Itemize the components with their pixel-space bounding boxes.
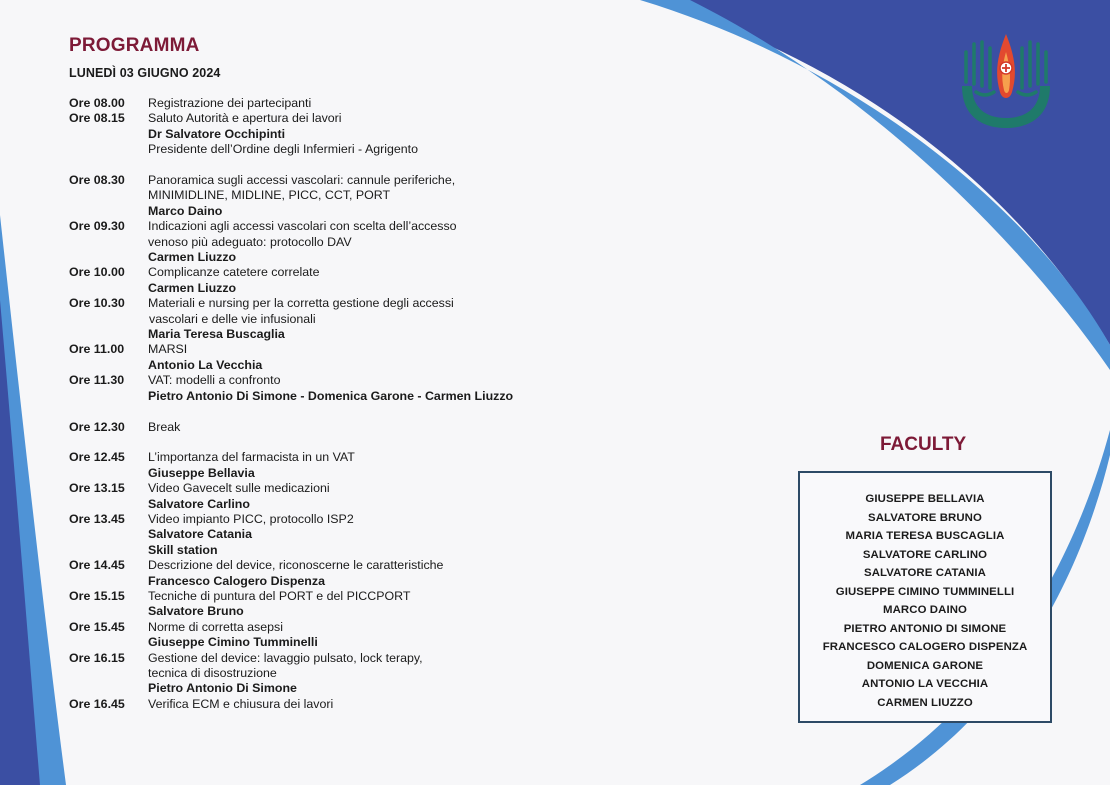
slot-body	[148, 481, 629, 512]
event-date: LUNEDÌ 03 GIUGNO 2024	[69, 66, 221, 80]
slot-time: Ore 08.30	[69, 173, 125, 188]
schedule-item	[69, 450, 629, 481]
faculty-box	[798, 471, 1052, 723]
faculty-member: MARCO DAINO	[883, 604, 967, 616]
slot-speaker: Marco Daino	[148, 203, 223, 218]
slot-description: Verifica ECM e chiusura dei lavori	[148, 696, 334, 711]
slot-time: Ore 08.15	[69, 111, 125, 126]
slot-speaker: Maria Teresa Buscaglia	[148, 327, 285, 342]
slot-body	[148, 620, 629, 651]
slot-description: Tecniche di puntura del PORT e del PICCPORT	[148, 588, 411, 603]
slot-speaker: Salvatore Bruno	[148, 604, 244, 619]
slot-time: Ore 14.45	[69, 558, 125, 573]
faculty-member: SALVATORE CARLINO	[862, 548, 988, 561]
slot-body	[148, 450, 629, 481]
slot-description: venoso più adeguato: protocollo DAV	[148, 234, 352, 249]
slot-speaker: Pietro Antonio Di Simone - Domenica Garone - Carmen Liuzzo	[148, 388, 514, 403]
slot-body	[148, 111, 629, 157]
slot-description: Descrizione del device, riconoscerne le caratteristiche	[148, 558, 444, 573]
schedule-item	[69, 219, 629, 265]
nursing-hands-flame-logo-icon	[954, 30, 1058, 130]
slot-speaker: Dr Salvatore Occhipinti	[148, 126, 286, 141]
schedule-item	[69, 420, 629, 435]
slot-time: Ore 10.00	[69, 265, 125, 280]
slot-description: Saluto Autorità e apertura dei lavori	[148, 111, 342, 126]
slot-description: Complicanze catetere correlate	[148, 265, 320, 280]
slot-speaker: Pietro Antonio Di Simone	[148, 681, 297, 696]
slot-time: Ore 13.15	[69, 481, 125, 496]
schedule-item	[69, 512, 629, 558]
slot-description: Registrazione dei partecipanti	[148, 96, 312, 110]
slot-time: Ore 10.30	[69, 296, 125, 311]
slot-description: Break	[148, 419, 181, 434]
slot-description: Gestione del device: lavaggio pulsato, lock terapy,	[148, 650, 423, 665]
slot-description: Norme di corretta asepsi	[148, 619, 283, 634]
slot-body	[148, 342, 629, 373]
slot-body	[148, 512, 629, 558]
schedule-item	[69, 481, 629, 512]
slot-time: Ore 11.00	[69, 342, 125, 357]
faculty-member: FRANCESCO CALOGERO DISPENZA	[822, 641, 1028, 653]
slot-body	[148, 173, 629, 219]
slot-speaker: Salvatore Carlino	[148, 496, 250, 511]
slot-time: Ore 11.30	[69, 373, 125, 388]
faculty-member: PIETRO ANTONIO DI SIMONE	[843, 622, 1007, 635]
slot-body	[148, 697, 629, 712]
slot-body	[148, 265, 629, 296]
faculty-list	[800, 473, 1050, 712]
slot-speaker: Giuseppe Cimino Tumminelli	[148, 635, 318, 650]
schedule-item	[69, 697, 629, 712]
schedule-item	[69, 173, 629, 219]
slot-body	[148, 651, 629, 697]
faculty-member: MARIA TERESA BUSCAGLIA	[845, 530, 1005, 542]
slot-speaker: Francesco Calogero Dispenza	[148, 573, 325, 588]
slot-body	[148, 420, 629, 435]
slot-speaker: Carmen Liuzzo	[148, 250, 237, 265]
schedule-item	[69, 342, 629, 373]
schedule-item	[69, 589, 629, 620]
slot-body	[148, 589, 629, 620]
slot-body	[148, 373, 629, 404]
slot-description: vascolari e delle vie infusionali	[149, 311, 316, 326]
schedule-item	[69, 651, 629, 697]
faculty-member: GIUSEPPE BELLAVIA	[865, 493, 985, 505]
schedule-item	[69, 558, 629, 589]
slot-description: Panoramica sugli accessi vascolari: cannule periferiche,	[148, 173, 456, 188]
page-title: PROGRAMMA	[69, 35, 200, 56]
faculty-title: FACULTY	[880, 434, 967, 455]
faculty-member: SALVATORE BRUNO	[868, 511, 982, 524]
slot-time: Ore 09.30	[69, 219, 125, 234]
slot-description: Video Gavecelt sulle medicazioni	[148, 481, 330, 496]
slot-body	[148, 558, 629, 589]
slot-time: Ore 15.45	[69, 619, 125, 634]
slot-description: L’importanza del farmacista in un VAT	[148, 450, 355, 465]
faculty-member: ANTONIO LA VECCHIA	[861, 678, 989, 690]
slot-speaker: Giuseppe Bellavia	[148, 465, 255, 480]
faculty-member: CARMEN LIUZZO	[877, 696, 973, 709]
slot-speaker: Carmen Liuzzo	[148, 280, 237, 295]
slot-time: Ore 12.45	[69, 450, 125, 465]
slot-description: Materiali e nursing per la corretta gestione degli accessi	[148, 296, 454, 311]
slot-speaker: Skill station	[148, 542, 218, 557]
slot-time: Ore 15.15	[69, 588, 125, 603]
slot-body	[148, 219, 629, 265]
schedule-item	[69, 111, 629, 157]
slot-description: Video impianto PICC, protocollo ISP2	[148, 511, 354, 526]
slot-description: tecnica di disostruzione	[148, 665, 277, 680]
schedule-list	[69, 96, 629, 712]
slot-description: VAT: modelli a confronto	[148, 373, 281, 388]
slot-time: Ore 13.45	[69, 511, 125, 526]
schedule-item	[69, 620, 629, 651]
slot-description: MARSI	[148, 342, 188, 357]
speaker-role: Presidente dell’Ordine degli Infermieri - Agrigento	[148, 142, 418, 157]
slot-time: Ore 08.00	[69, 96, 125, 110]
slot-time: Ore 12.30	[69, 419, 125, 434]
slot-speaker: Antonio La Vecchia	[148, 357, 263, 372]
slot-body	[148, 96, 629, 111]
faculty-member: SALVATORE CATANIA	[864, 567, 986, 579]
schedule-item	[69, 296, 629, 342]
schedule-item	[69, 96, 629, 111]
slot-speaker: Salvatore Catania	[148, 527, 252, 542]
faculty-member: GIUSEPPE CIMINO TUMMINELLI	[835, 585, 1015, 598]
slot-time: Ore 16.15	[69, 650, 125, 665]
slot-body	[148, 296, 629, 342]
faculty-member: DOMENICA GARONE	[866, 659, 984, 672]
schedule-item	[69, 265, 629, 296]
slot-description: MINIMIDLINE, MIDLINE, PICC, CCT, PORT	[148, 188, 391, 203]
slot-time: Ore 16.45	[69, 696, 125, 711]
schedule-item	[69, 373, 629, 404]
slot-description: Indicazioni agli accessi vascolari con scelta dell’accesso	[148, 219, 457, 234]
